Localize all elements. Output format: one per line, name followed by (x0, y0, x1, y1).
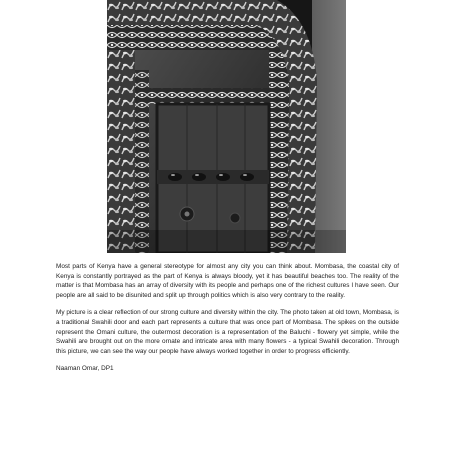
door-photo-illustration (107, 0, 346, 253)
paragraph-2: My picture is a clear reflection of our strong culture and diversity within the city. The photo taken at old town, Mombasa, is a traditional Swahili door and each part represents a culture that was once part of Mombasa. The spikes on the outside represent the Omani culture, the outermost decoration is a representation of the Baluchi - flowery yet simple, while the Swahili are brought out on the more ornate and intricate area with many flowers - a typical Swahili decoration. Through this picture, we can see the way our people have always worked together in order to progress efficiently. (56, 309, 399, 355)
door-photo (107, 0, 346, 253)
author-signature: Naaman Omar, DP1 (56, 365, 114, 373)
essay-text (56, 262, 399, 382)
paragraph-1: Most parts of Kenya have a general stereotype for almost any city you can think about. Mombasa, the coastal city of Kenya is constantly portrayed as the part of Kenya is always bloody, yet it has beautiful beaches too. The reality of the matter is that Mombasa has an array of diversity with its people and perhaps one of the richest cultures I have seen. Our people are all said to be disunited and split up through politics which is also very contrary to the reality. (56, 263, 399, 299)
